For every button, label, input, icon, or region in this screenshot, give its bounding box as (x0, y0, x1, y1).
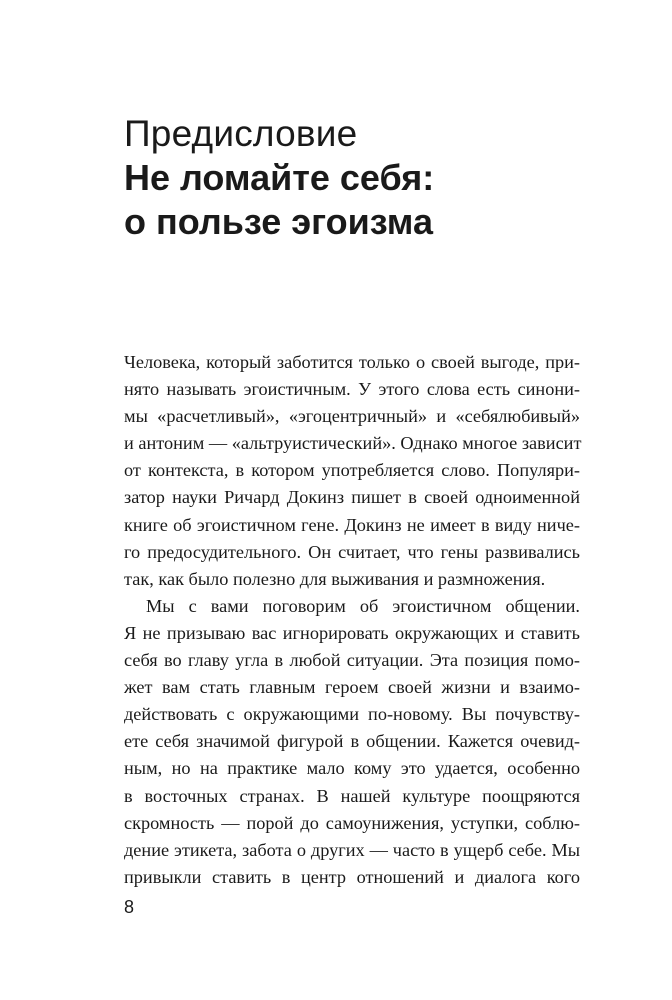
text-line: ете себя значимой фигурой в общении. Кажется очевид- (124, 731, 580, 752)
text-line: дение этикета, забота о других — часто в ущерб себе. Мы (124, 839, 580, 860)
paragraph-2 (124, 593, 580, 891)
chapter-kicker: Предисловие (124, 113, 358, 154)
chapter-title-line-1: Не ломайте себя: (124, 157, 435, 198)
page-number: 8 (124, 897, 135, 917)
chapter-heading (124, 112, 594, 244)
text-line: от контекста, в котором употребляется слово. Популяри- (124, 460, 580, 481)
chapter-title-line-2: о пользе эгоизма (124, 201, 433, 242)
text-line: в восточных странах. В нашей культуре поощряются (124, 785, 580, 806)
text-line: Я не призываю вас игнорировать окружающих и ставить (124, 622, 580, 643)
text-line: привыкли ставить в центр отношений и диалога кого (124, 866, 580, 887)
paragraph-1 (124, 349, 580, 593)
text-line: затор науки Ричард Докинз пишет в своей одноименной (124, 487, 580, 508)
text-line: жет вам стать главным героем своей жизни и взаимо- (124, 677, 580, 698)
body-text (124, 349, 580, 891)
text-line: действовать с окружающими по-новому. Вы почувству- (124, 704, 580, 725)
text-line: и антоним — «альтруистический». Однако многое зависит (124, 433, 582, 454)
text-line: Мы с вами поговорим об эгоистичном общении. (146, 595, 580, 616)
text-line: нято называть эгоистичным. У этого слова есть синони- (124, 379, 580, 400)
text-line: го предосудительного. Он считает, что гены развивались (124, 541, 580, 562)
text-line: так, как было полезно для выживания и размножения. (124, 568, 546, 589)
text-line: книге об эгоистичном гене. Докинз не имеет в виду ниче- (124, 514, 580, 535)
text-line: мы «расчетливый», «эгоцентричный» и «себялюбивый» (124, 406, 580, 427)
text-line: скромность — порой до самоунижения, уступки, соблю- (124, 812, 580, 833)
text-line: ным, но на практике мало кому это удается, особенно (124, 758, 580, 779)
text-line: Человека, который заботится только о своей выгоде, при- (124, 352, 580, 372)
text-line: себя во главу угла в любой ситуации. Эта позиция помо- (124, 650, 580, 671)
